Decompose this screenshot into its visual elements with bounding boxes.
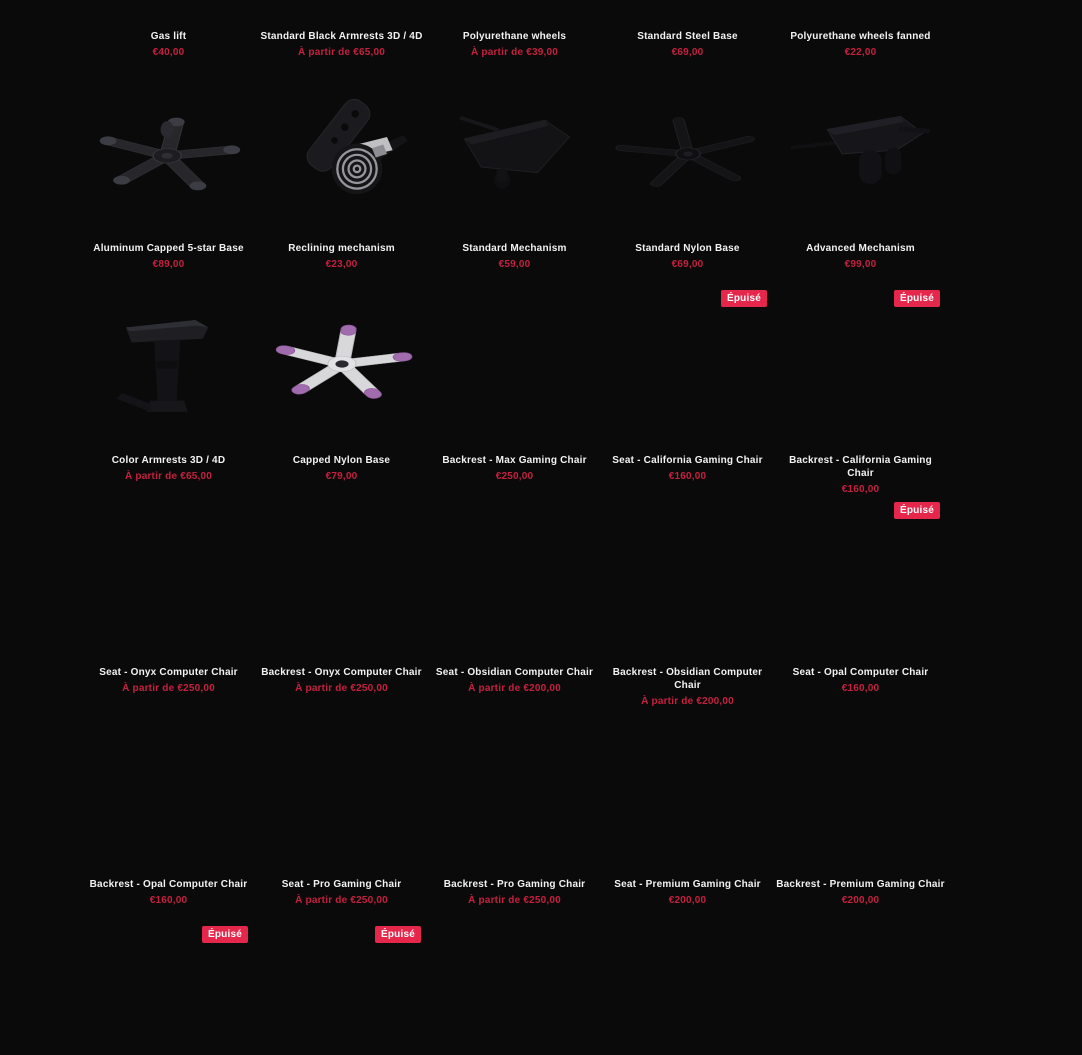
product-image [774, 496, 947, 656]
product-name: Standard Black Armrests 3D / 4D [260, 31, 423, 42]
product-image [774, 0, 947, 20]
product-price: À partir de €250,00 [122, 683, 215, 694]
product-card[interactable] [601, 72, 774, 284]
product-card[interactable] [774, 72, 947, 284]
product-price: €160,00 [149, 895, 188, 906]
product-price: €200,00 [668, 895, 707, 906]
product-caption [82, 878, 255, 907]
product-name: Backrest - California Gaming Chair [789, 455, 932, 479]
product-image [255, 0, 428, 20]
sold-out-badge: Épuisé [721, 290, 767, 307]
product-caption [428, 666, 601, 695]
product-image [601, 72, 774, 232]
product-image [428, 72, 601, 232]
product-caption [255, 242, 428, 271]
product-image [428, 0, 601, 20]
product-image [601, 496, 774, 656]
product-name: Polyurethane wheels [462, 31, 567, 42]
product-caption [774, 666, 947, 695]
armrest-photo [94, 299, 244, 429]
product-card[interactable] [774, 284, 947, 496]
product-card[interactable] [774, 496, 947, 708]
product-card[interactable] [428, 708, 601, 920]
product-caption [428, 878, 601, 907]
product-name: Standard Nylon Base [635, 243, 740, 254]
product-name: Seat - Onyx Computer Chair [99, 667, 238, 678]
product-price: À partir de €200,00 [468, 683, 561, 694]
product-name: Seat - Pro Gaming Chair [281, 879, 402, 890]
product-caption [255, 30, 428, 59]
product-name: Color Armrests 3D / 4D [111, 455, 226, 466]
product-price: À partir de €65,00 [125, 471, 212, 482]
product-card[interactable] [428, 72, 601, 284]
product-name: Standard Mechanism [462, 243, 567, 254]
product-name: Seat - Opal Computer Chair [792, 667, 929, 678]
product-caption [82, 242, 255, 271]
product-card[interactable] [255, 284, 428, 496]
product-name: Backrest - Obsidian Computer Chair [612, 667, 763, 691]
product-name: Reclining mechanism [288, 243, 395, 254]
product-image [428, 920, 601, 1055]
product-card[interactable] [428, 0, 601, 72]
product-name: Gas lift [150, 31, 187, 42]
product-image [428, 708, 601, 868]
five-star-base-aluminum-photo [94, 92, 244, 212]
product-grid [82, 0, 948, 1055]
product-caption [82, 454, 255, 483]
product-caption [428, 242, 601, 271]
sold-out-badge: Épuisé [202, 926, 248, 943]
product-card[interactable] [428, 496, 601, 708]
product-image [601, 0, 774, 20]
product-caption [774, 242, 947, 271]
product-image [82, 72, 255, 232]
product-card[interactable] [255, 72, 428, 284]
product-name: Backrest - Premium Gaming Chair [776, 879, 945, 890]
product-card[interactable] [82, 708, 255, 920]
product-price: €40,00 [152, 47, 185, 58]
product-image [255, 920, 428, 1055]
product-name: Backrest - Opal Computer Chair [89, 879, 248, 890]
product-name: Seat - Obsidian Computer Chair [435, 667, 594, 678]
product-image [774, 284, 947, 444]
product-image [255, 284, 428, 444]
product-image [601, 708, 774, 868]
product-image [82, 496, 255, 656]
product-price: À partir de €250,00 [295, 895, 388, 906]
product-card[interactable] [601, 0, 774, 72]
product-price: À partir de €39,00 [471, 47, 558, 58]
product-card[interactable] [601, 708, 774, 920]
product-image [774, 708, 947, 868]
sold-out-badge: Épuisé [894, 502, 940, 519]
product-image [255, 72, 428, 232]
product-card[interactable] [82, 72, 255, 284]
product-card[interactable] [601, 284, 774, 496]
product-price: €69,00 [671, 259, 704, 270]
product-image [82, 0, 255, 20]
product-price: €250,00 [495, 471, 534, 482]
product-caption [774, 30, 947, 59]
product-caption [601, 454, 774, 483]
product-caption [428, 454, 601, 483]
product-price: €79,00 [325, 471, 358, 482]
product-image [774, 920, 947, 1055]
product-caption [601, 666, 774, 708]
product-image [82, 920, 255, 1055]
product-image [255, 708, 428, 868]
product-caption [601, 242, 774, 271]
product-price: €89,00 [152, 259, 185, 270]
product-image [82, 284, 255, 444]
product-card[interactable] [774, 708, 947, 920]
product-caption [82, 30, 255, 59]
five-star-base-nylon-photo [613, 92, 763, 212]
product-image [601, 920, 774, 1055]
product-name: Standard Steel Base [637, 31, 738, 42]
product-price: €160,00 [668, 471, 707, 482]
product-image [255, 496, 428, 656]
product-image [774, 72, 947, 232]
product-name: Backrest - Onyx Computer Chair [261, 667, 422, 678]
standard-mechanism-photo [440, 92, 590, 212]
product-price: €99,00 [844, 259, 877, 270]
product-name: Polyurethane wheels fanned [790, 31, 931, 42]
product-price: À partir de €250,00 [468, 895, 561, 906]
product-caption [255, 878, 428, 907]
product-price: €23,00 [325, 259, 358, 270]
product-card[interactable] [601, 496, 774, 708]
advanced-mechanism-photo [786, 92, 936, 212]
product-name: Seat - Premium Gaming Chair [614, 879, 761, 890]
product-caption [82, 666, 255, 695]
product-card[interactable] [255, 920, 428, 1055]
product-name: Aluminum Capped 5-star Base [93, 243, 244, 254]
product-price: €22,00 [844, 47, 877, 58]
product-image [82, 708, 255, 868]
product-caption [255, 666, 428, 695]
five-star-base-white-capped-photo [267, 304, 417, 424]
product-price: À partir de €250,00 [295, 683, 388, 694]
product-image [428, 284, 601, 444]
product-caption [255, 454, 428, 483]
product-price: À partir de €65,00 [298, 47, 385, 58]
product-price: €200,00 [841, 895, 880, 906]
product-card[interactable] [428, 920, 601, 1055]
product-caption [774, 878, 947, 907]
product-price: €69,00 [671, 47, 704, 58]
product-caption [601, 30, 774, 59]
product-caption [601, 878, 774, 907]
product-name: Advanced Mechanism [806, 243, 915, 254]
product-image [601, 284, 774, 444]
product-card[interactable] [82, 284, 255, 496]
product-card[interactable] [601, 920, 774, 1055]
product-price: À partir de €200,00 [641, 696, 734, 707]
product-caption [428, 30, 601, 59]
sold-out-badge: Épuisé [894, 290, 940, 307]
product-card[interactable] [82, 0, 255, 72]
product-card[interactable] [774, 920, 947, 1055]
product-card[interactable] [255, 0, 428, 72]
sold-out-badge: Épuisé [375, 926, 421, 943]
product-price: €160,00 [841, 683, 880, 694]
product-name: Seat - California Gaming Chair [612, 455, 763, 466]
product-price: €59,00 [498, 259, 531, 270]
product-caption [774, 454, 947, 496]
product-card[interactable] [82, 496, 255, 708]
product-name: Capped Nylon Base [292, 455, 391, 466]
product-name: Backrest - Pro Gaming Chair [443, 879, 586, 890]
product-card[interactable] [428, 284, 601, 496]
product-price: €160,00 [841, 484, 880, 495]
product-image [428, 496, 601, 656]
product-card[interactable] [82, 920, 255, 1055]
product-name: Backrest - Max Gaming Chair [442, 455, 587, 466]
product-card[interactable] [255, 708, 428, 920]
product-card[interactable] [774, 0, 947, 72]
product-card[interactable] [255, 496, 428, 708]
reclining-mechanism-photo [267, 92, 417, 212]
